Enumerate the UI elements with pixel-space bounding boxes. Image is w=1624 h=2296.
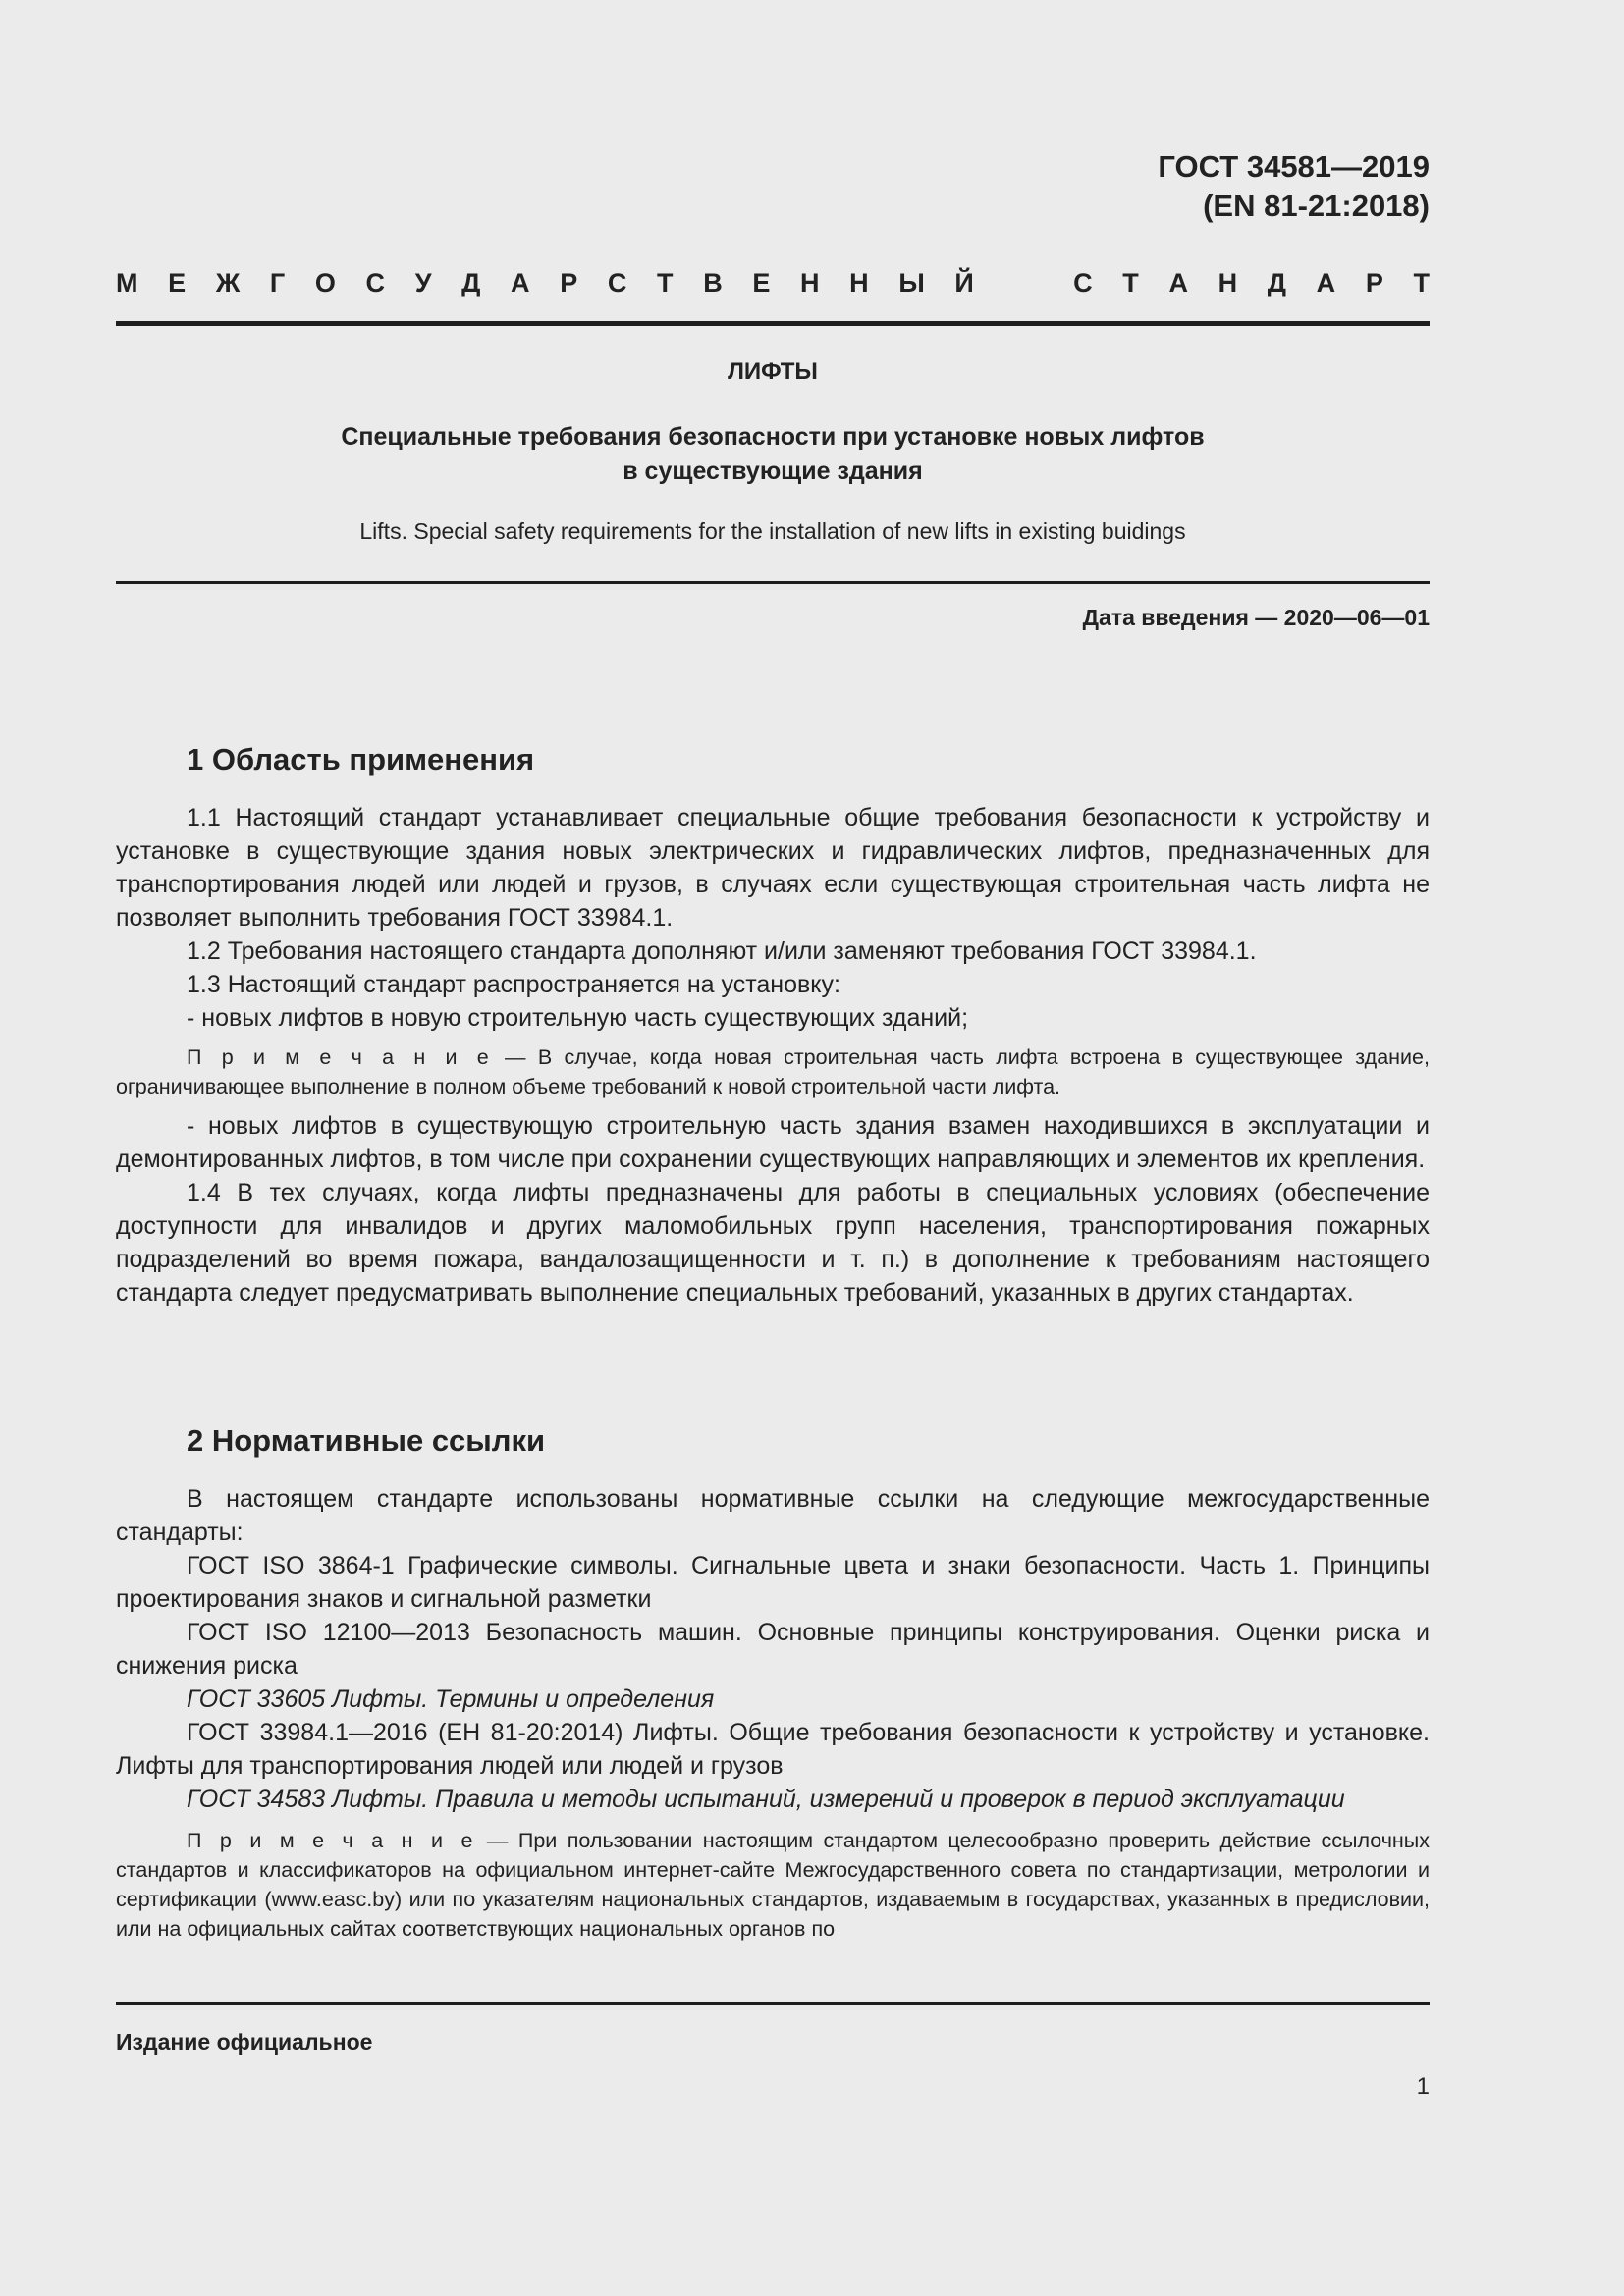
- banner-letter: С: [1073, 268, 1093, 297]
- document-title: ЛИФТЫ: [728, 358, 818, 385]
- banner-letter: С: [607, 268, 627, 297]
- banner-letter: У: [414, 268, 432, 297]
- note-label: П р и м е ч а н и е: [187, 1045, 493, 1069]
- clause-1-2: 1.2 Требования настоящего стандарта дополняют и/или заменяют требования ГОСТ 33984.1.: [187, 937, 1257, 965]
- banner-letter: Н: [1218, 268, 1238, 297]
- banner-letter: Ж: [215, 268, 241, 297]
- banner-letter: А: [1168, 268, 1188, 297]
- page-number: 1: [1416, 2073, 1430, 2100]
- banner-letter: М: [116, 268, 138, 297]
- section-2-note: [116, 1826, 1430, 1944]
- gost-designation: [840, 147, 1430, 226]
- header-divider: [116, 321, 1430, 326]
- section-1-body: [116, 801, 1430, 1309]
- banner-letter: Г: [269, 268, 286, 297]
- banner-letter: Т: [1413, 268, 1430, 297]
- banner-letter: В: [703, 268, 723, 297]
- subtitle-line: в существующие здания: [623, 457, 923, 485]
- reference-item: ГОСТ 34583 Лифты. Правила и методы испытаний, измерений и проверок в период эксплуатации: [187, 1786, 1345, 1813]
- subtitle-line: Специальные требования безопасности при установке новых лифтов: [341, 423, 1205, 451]
- banner-letter: Д: [461, 268, 481, 297]
- section-2-intro: В настоящем стандарте использованы нормативные ссылки на следующие межгосударственные стандарты:: [116, 1485, 1430, 1546]
- banner-letter: С: [365, 268, 386, 297]
- document-subtitle: [116, 420, 1430, 489]
- english-title: Lifts. Special safety requirements for the installation of new lifts in existing buidings: [359, 518, 1186, 544]
- banner-letter: Е: [752, 268, 771, 297]
- banner-letter: Р: [1365, 268, 1383, 297]
- clause-1-3: 1.3 Настоящий стандарт распространяется на установку:: [187, 971, 840, 998]
- banner-letter: А: [1316, 268, 1336, 297]
- banner-letter: Т: [657, 268, 674, 297]
- official-edition-label: Издание официальное: [116, 2029, 373, 2055]
- banner-letter: Н: [849, 268, 869, 297]
- reference-item: ГОСТ 33984.1—2016 (ЕН 81-20:2014) Лифты. Общие требования безопасности к устройству и установке. Лифты для транспортирования людей или людей и грузов: [116, 1719, 1430, 1780]
- clause-1-1: 1.1 Настоящий стандарт устанавливает специальные общие требования безопасности к устройству и установке в существующие здания новых электрических и гидравлических лифтов, предназначенных для транспортирования людей или людей и грузов, в случаях если существующая строительная часть лифта не позволяет выполнить требования ГОСТ 33984.1.: [116, 804, 1430, 932]
- note-text: — При пользовании настоящим стандартом целесообразно проверить действие ссылочных стандартов и классификаторов на официальном интернет-сайте Межгосударственного совета по стандартизации, метрологии и сертификации (www.easc.by) или по указателям национальных стандартов, издаваемым в государствах, указанных в предисловии, или на официальных сайтах соответствующих национальных органов по: [116, 1829, 1430, 1941]
- banner-letter: Т: [1122, 268, 1139, 297]
- banner-letter: Ы: [898, 268, 925, 297]
- reference-item: ГОСТ ISO 3864-1 Графические символы. Сигнальные цвета и знаки безопасности. Часть 1. Принципы проектирования знаков и сигнальной разметки: [116, 1552, 1430, 1613]
- banner-gap: [1003, 268, 1043, 298]
- footer-divider: [116, 2002, 1430, 2005]
- title-divider: [116, 581, 1430, 584]
- note-text: — В случае, когда новая строительная часть лифта встроена в существующее здание, ограничивающее выполнение в полном объеме требований к новой строительной части лифта.: [116, 1045, 1430, 1098]
- section-2-heading: 2 Нормативные ссылки: [187, 1423, 546, 1458]
- introduction-date: Дата введения — 2020—06—01: [1082, 605, 1430, 630]
- reference-item: ГОСТ 33605 Лифты. Термины и определения: [187, 1685, 715, 1713]
- dash-item-2: - новых лифтов в существующую строительную часть здания взамен находившихся в эксплуатации и демонтированных лифтов, в том числе при сохранении существующих направляющих и элементов их крепления.: [116, 1112, 1430, 1173]
- section-1-heading: 1 Область применения: [187, 742, 535, 776]
- banner-letter: Д: [1267, 268, 1287, 297]
- dash-item-1: - новых лифтов в новую строительную часть существующих зданий;: [187, 1004, 969, 1032]
- interstate-standard-banner: [116, 268, 1430, 298]
- banner-letter: Р: [560, 268, 578, 297]
- section-2-body: [116, 1482, 1430, 1944]
- banner-letter: Е: [168, 268, 187, 297]
- banner-letter: Н: [800, 268, 820, 297]
- banner-letter: Й: [954, 268, 974, 297]
- section-1-note: [116, 1042, 1430, 1101]
- note-label: П р и м е ч а н и е: [187, 1829, 477, 1852]
- en-number: (EN 81-21:2018): [1203, 188, 1430, 223]
- banner-letter: А: [511, 268, 530, 297]
- gost-number: ГОСТ 34581—2019: [1158, 149, 1430, 184]
- clause-1-4: 1.4 В тех случаях, когда лифты предназначены для работы в специальных условиях (обеспечение доступности для инвалидов и других маломобильных групп населения, транспортирования пожарных подразделений во время пожара, вандалозащищенности и т. п.) в дополнение к требованиям настоящего стандарта следует предусматривать выполнение специальных требований, указанных в других стандартах.: [116, 1179, 1430, 1307]
- banner-letter: О: [314, 268, 336, 297]
- reference-item: ГОСТ ISO 12100—2013 Безопасность машин. Основные принципы конструирования. Оценки риска и снижения риска: [116, 1619, 1430, 1680]
